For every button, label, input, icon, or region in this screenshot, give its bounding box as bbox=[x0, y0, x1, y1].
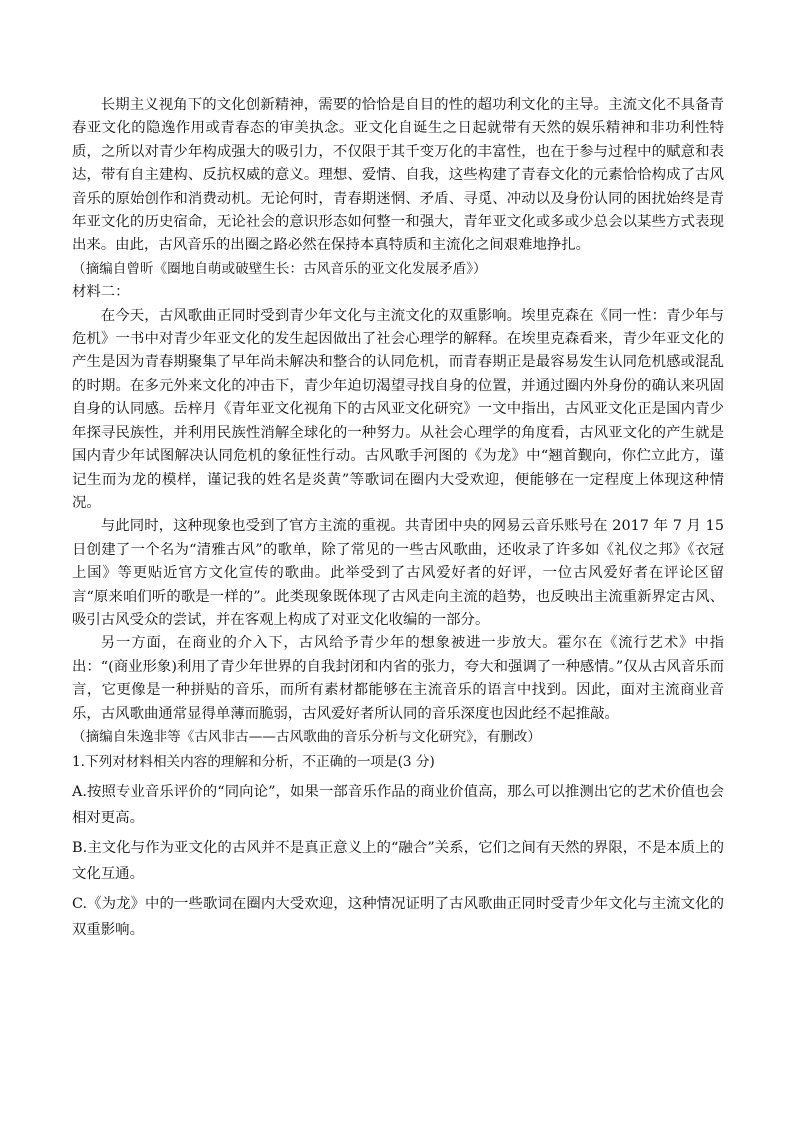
option-b: B.主文化与作为亚文化的古风并不是真正意义上的“融合”关系，它们之间有天然的界限，不是本质上的文化互通。 bbox=[72, 839, 724, 882]
material1-paragraph: 长期主义视角下的文化创新精神，需要的恰恰是自目的性的超功利文化的主导。主流文化不具备青春亚文化的隐逸作用或青春态的审美执念。亚文化自诞生之日起就带有天然的娱乐精神和非功利性特质，之所以对青少年构成强大的吸引力，不仅限于其千变万化的丰富性，也在于参与过程中的赋意和表达，带有自主建构、反抗权威的意义。理想、爱情、自我，这些构建了青春文化的元素恰恰构成了古风音乐的原始创作和消费动机。无论何时，青春期迷惘、矛盾、寻觅、冲动以及身份认同的困扰始终是青年亚文化的历史宿命，无论社会的意识形态如何整一和强大，青年亚文化或多或少总会以某些方式表现出来。由此，古风音乐的出圈之路必然在保持本真特质和主流化之间艰难地挣扎。 bbox=[72, 97, 724, 254]
option-a: A.按照专业音乐评价的“同向论”，如果一部音乐作品的商业价值高，那么可以推测出它的艺术价值也会相对更高。 bbox=[72, 783, 724, 826]
material2-paragraph-3: 另一方面，在商业的介入下，古风给予青少年的想象被进一步放大。霍尔在《流行艺术》中指出：“(商业形象)利用了青少年世界的自我封闭和内省的张力，夸大和强调了一种感情。”仅从古风音乐而言，它更像是一种拼贴的音乐，而所有素材都能够在主流音乐的语言中找到。因此，面对主流商业音乐，古风歌曲通常显得单薄而脆弱，古风爱好者所认同的音乐深度也因此经不起推敲。 bbox=[72, 635, 724, 722]
material1-source: （摘编自曾昕《圈地自萌或破壁生长：古风音乐的亚文化发展矛盾》） bbox=[72, 260, 487, 277]
question-1-stem: 1.下列对材料相关内容的理解和分析，不正确的一项是(3 分) bbox=[72, 754, 435, 771]
option-c: C.《为龙》中的一些歌词在圈内大受欢迎，这种情况证明了古风歌曲正同时受青少年文化与主流文化的双重影响。 bbox=[72, 895, 724, 938]
material2-heading: 材料二： bbox=[72, 284, 130, 301]
material2-source: （摘编自朱逸非等《古风非古——古风歌曲的音乐分析与文化研究》，有删改） bbox=[72, 728, 541, 745]
question-1-options bbox=[72, 779, 724, 943]
document-page bbox=[72, 94, 724, 943]
material2-paragraph-2: 与此同时，这种现象也受到了官方主流的重视。共青团中央的网易云音乐账号在 2017 年 7 月 15 日创建了一个名为“清雅古风”的歌单，除了常见的一些古风歌曲，还收录了许多如《礼仪之邦》《衣冠上国》等更贴近官方文化宣传的歌曲。此举受到了古风爱好者的好评，一位古风爱好者在评论区留言“原来咱们听的歌是一样的”。此类现象既体现了古风走向主流的趋势，也反映出主流重新界定古风、吸引古风受众的尝试，并在客观上构成了对亚文化收编的一部分。 bbox=[72, 518, 724, 628]
material2-paragraph-1: 在今天，古风歌曲正同时受到青少年文化与主流文化的双重影响。埃里克森在《同一性：青少年与危机》一书中对青少年亚文化的发生起因做出了社会心理学的解释。在埃里克森看来，青少年亚文化的产生是因为青春期聚集了早年尚未解决和整合的认同危机，而青春期正是最容易发生认同危机感或混乱的时期。在多元外来文化的冲击下，青少年迫切渴望寻找自身的位置，并通过圈内外身份的确认来巩固自身的认同感。岳梓月《青年亚文化视角下的古风亚文化研究》一文中指出，古风亚文化正是国内青少年探寻民族性，并利用民族性消解全球化的一种努力。从社会心理学的角度看，古风亚文化的产生就是国内青少年试图解决认同危机的象征性行动。古风歌手河图的《为龙》中“翘首觐向，你伫立此方，谨记生而为龙的模样，谨记我的姓名是炎黄”等歌词在圈内大受欢迎，便能够在一定程度上体现这种情况。 bbox=[72, 307, 724, 511]
